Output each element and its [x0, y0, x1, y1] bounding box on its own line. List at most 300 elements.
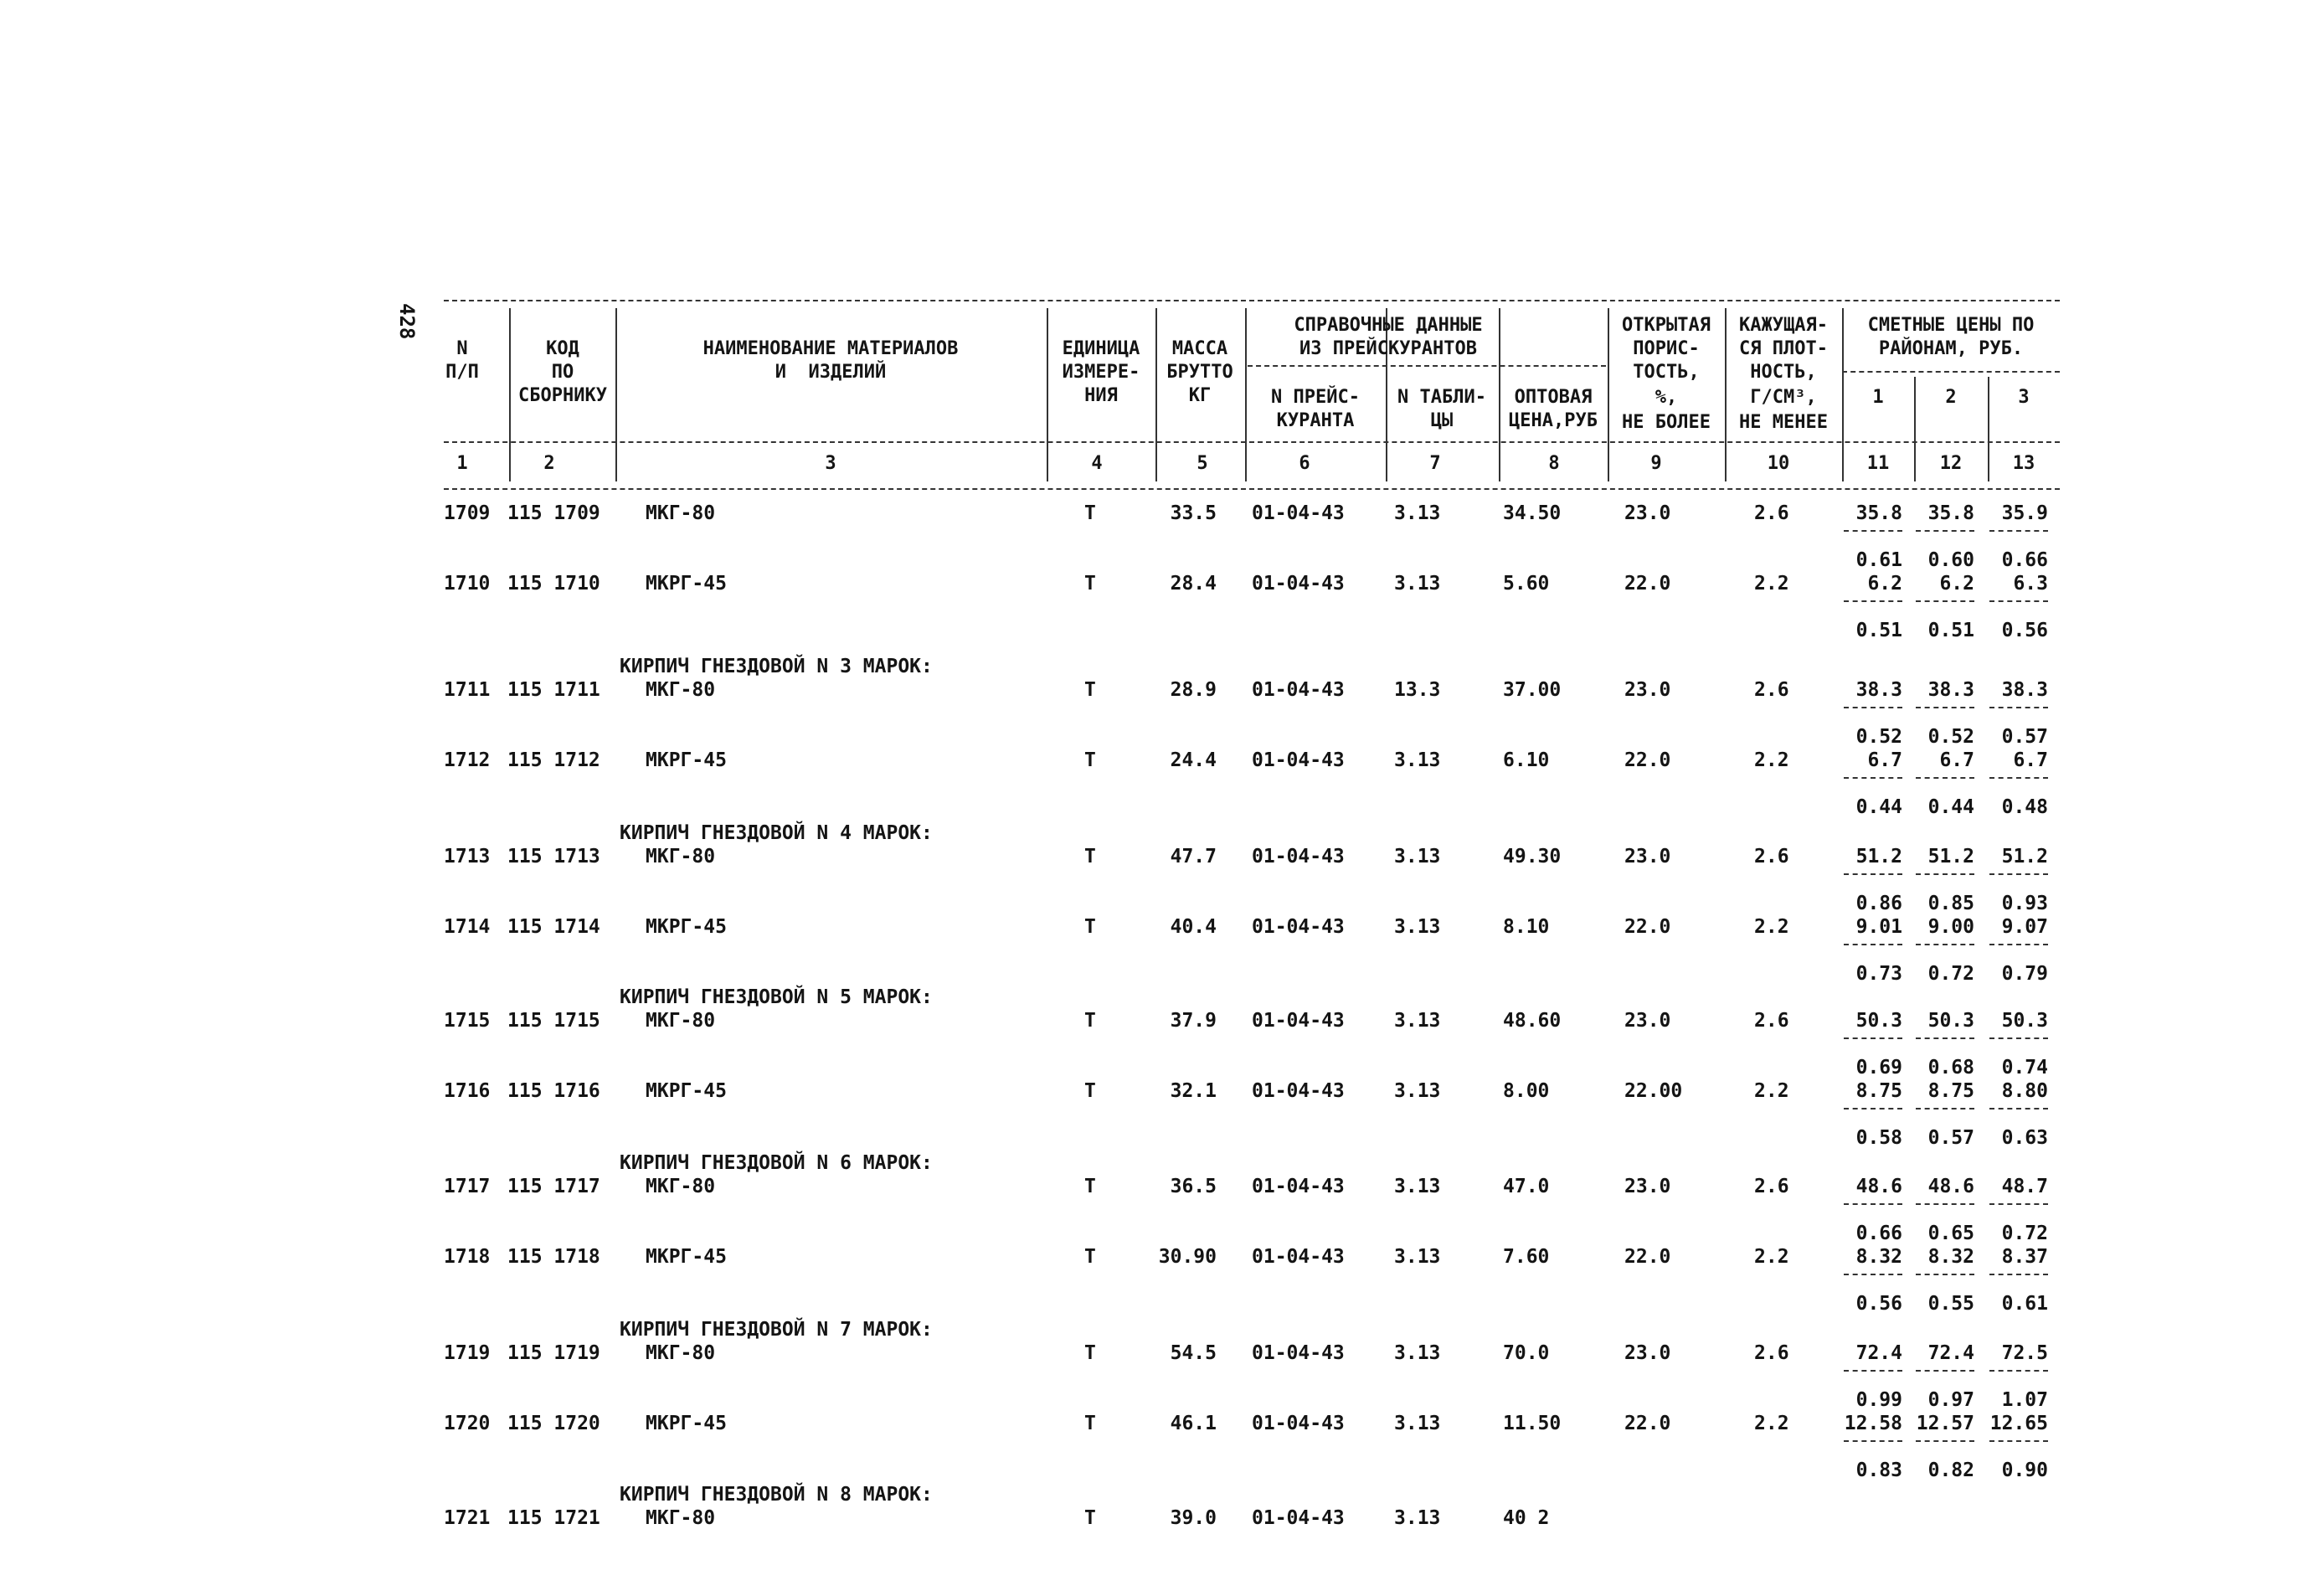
- header-density: НОСТЬ,: [1750, 362, 1817, 383]
- fraction-bar: [1916, 1108, 1974, 1109]
- apparent-density: 2.2: [1754, 1080, 1789, 1102]
- labor-cost-region-2: 0.97: [1927, 1389, 1974, 1411]
- open-porosity: 23.0: [1624, 502, 1671, 524]
- page-number: 428: [395, 303, 419, 340]
- wholesale-price: 5.60: [1503, 573, 1550, 595]
- labor-cost-region-3: 0.93: [2001, 893, 2048, 914]
- labor-cost-region-2: 0.55: [1927, 1293, 1974, 1315]
- row-code: 115 1714: [507, 916, 600, 938]
- table-number: 3.13: [1394, 1080, 1441, 1102]
- labor-cost-region-1: 0.86: [1855, 893, 1902, 914]
- header-pricelist: КУРАНТА: [1276, 410, 1355, 431]
- fraction-bar: [1916, 1274, 1974, 1275]
- fraction-bar: [1916, 777, 1974, 779]
- material-name: МКРГ-45: [646, 573, 727, 595]
- fraction-bar: [1844, 1274, 1902, 1275]
- estimate-price-region-3: 8.80: [2001, 1080, 2048, 1102]
- open-porosity: 23.0: [1624, 1010, 1671, 1032]
- group-ref-rule: [1248, 365, 1606, 367]
- material-name: МКГ-80: [646, 1010, 716, 1032]
- column-numbers-rule: [444, 488, 2060, 490]
- header-code: КОД: [546, 338, 579, 359]
- material-name: МКРГ-45: [646, 1413, 727, 1434]
- gross-mass: 36.5: [1170, 1176, 1217, 1197]
- column-number: 12: [1939, 453, 1963, 474]
- unit-of-measure: Т: [1084, 1010, 1096, 1032]
- fraction-bar: [1844, 1203, 1902, 1205]
- fraction-bar: [1916, 707, 1974, 708]
- labor-cost-region-1: 0.56: [1855, 1293, 1902, 1315]
- header-unit: НИЯ: [1084, 385, 1118, 406]
- header-prices-group: РАЙОНАМ, РУБ.: [1878, 338, 2024, 359]
- header-n: N: [456, 338, 468, 359]
- estimate-price-region-2: 51.2: [1927, 846, 1974, 868]
- fraction-bar: [1989, 944, 2048, 945]
- material-name: МКГ-80: [646, 1176, 716, 1197]
- row-number: 1716: [444, 1080, 491, 1102]
- fraction-bar: [1844, 873, 1902, 875]
- fraction-bar: [1916, 600, 1974, 602]
- group-heading: КИРПИЧ ГНЕЗДОВОЙ N 4 МАРОК:: [620, 822, 933, 844]
- fraction-bar: [1844, 530, 1902, 532]
- labor-cost-region-2: 0.52: [1927, 726, 1974, 748]
- group-heading: КИРПИЧ ГНЕЗДОВОЙ N 3 МАРОК:: [620, 656, 933, 677]
- pricelist-number: 01-04-43: [1252, 749, 1345, 771]
- header-mass: БРУТТО: [1166, 362, 1233, 383]
- header-region-3: 3: [2018, 387, 2030, 408]
- header-table: N ТАБЛИ-: [1397, 387, 1486, 408]
- row-code: 115 1721: [507, 1507, 600, 1529]
- header-porosity: ОТКРЫТАЯ: [1622, 315, 1711, 336]
- fraction-bar: [1844, 600, 1902, 602]
- labor-cost-region-3: 0.90: [2001, 1460, 2048, 1481]
- column-separator: [1988, 377, 1989, 481]
- unit-of-measure: Т: [1084, 1080, 1096, 1102]
- unit-of-measure: Т: [1084, 1342, 1096, 1364]
- apparent-density: 2.6: [1754, 1342, 1789, 1364]
- pricelist-number: 01-04-43: [1252, 573, 1345, 595]
- pricelist-number: 01-04-43: [1252, 1080, 1345, 1102]
- row-code: 115 1712: [507, 749, 600, 771]
- labor-cost-region-1: 0.83: [1855, 1460, 1902, 1481]
- fraction-bar: [1916, 944, 1974, 945]
- header-mass: КГ: [1188, 385, 1212, 406]
- estimate-price-region-2: 35.8: [1927, 502, 1974, 524]
- gross-mass: 54.5: [1170, 1342, 1217, 1364]
- row-number: 1710: [444, 573, 491, 595]
- unit-of-measure: Т: [1084, 573, 1096, 595]
- gross-mass: 28.9: [1170, 679, 1217, 701]
- group-prices-rule: [1842, 371, 2060, 373]
- row-code: 115 1719: [507, 1342, 600, 1364]
- labor-cost-region-1: 0.99: [1855, 1389, 1902, 1411]
- estimate-price-region-1: 48.6: [1855, 1176, 1902, 1197]
- estimate-price-region-3: 6.3: [2013, 573, 2048, 595]
- column-number: 3: [825, 453, 836, 474]
- labor-cost-region-3: 0.74: [2001, 1057, 2048, 1079]
- column-separator: [509, 308, 511, 481]
- estimate-price-region-1: 6.2: [1867, 573, 1902, 595]
- row-code: 115 1717: [507, 1176, 600, 1197]
- row-number: 1717: [444, 1176, 491, 1197]
- labor-cost-region-1: 0.69: [1855, 1057, 1902, 1079]
- group-heading: КИРПИЧ ГНЕЗДОВОЙ N 5 МАРОК:: [620, 986, 933, 1008]
- column-separator: [1914, 377, 1916, 481]
- pricelist-number: 01-04-43: [1252, 1246, 1345, 1268]
- pricelist-number: 01-04-43: [1252, 502, 1345, 524]
- header-unit: ЕДИНИЦА: [1062, 338, 1140, 359]
- estimate-price-region-1: 8.75: [1855, 1080, 1902, 1102]
- wholesale-price: 11.50: [1503, 1413, 1562, 1434]
- labor-cost-region-3: 0.48: [2001, 796, 2048, 818]
- fraction-bar: [1989, 707, 2048, 708]
- open-porosity: 23.0: [1624, 846, 1671, 868]
- labor-cost-region-1: 0.44: [1855, 796, 1902, 818]
- estimate-price-region-3: 48.7: [2001, 1176, 2048, 1197]
- column-number: 5: [1197, 453, 1208, 474]
- column-number: 8: [1548, 453, 1560, 474]
- header-reference-group: СПРАВОЧНЫЕ ДАННЫЕ: [1294, 315, 1483, 336]
- labor-cost-region-2: 0.85: [1927, 893, 1974, 914]
- labor-cost-region-2: 0.72: [1927, 963, 1974, 985]
- estimate-price-region-3: 8.37: [2001, 1246, 2048, 1268]
- table-top-rule: [444, 300, 2060, 301]
- row-code: 115 1711: [507, 679, 600, 701]
- material-name: МКГ-80: [646, 846, 716, 868]
- column-number: 13: [2012, 453, 2035, 474]
- labor-cost-region-2: 0.60: [1927, 549, 1974, 571]
- labor-cost-region-2: 0.57: [1927, 1127, 1974, 1149]
- header-region-2: 2: [1945, 387, 1957, 408]
- group-heading: КИРПИЧ ГНЕЗДОВОЙ N 6 МАРОК:: [620, 1152, 933, 1174]
- estimate-price-region-3: 9.07: [2001, 916, 2048, 938]
- estimate-price-region-2: 6.2: [1939, 573, 1974, 595]
- wholesale-price: 49.30: [1503, 846, 1562, 868]
- estimate-price-region-3: 12.65: [1989, 1413, 2048, 1434]
- estimate-price-region-1: 72.4: [1855, 1342, 1902, 1364]
- estimate-price-region-1: 6.7: [1867, 749, 1902, 771]
- material-name: МКГ-80: [646, 502, 716, 524]
- estimate-price-region-1: 35.8: [1855, 502, 1902, 524]
- group-heading: КИРПИЧ ГНЕЗДОВОЙ N 7 МАРОК:: [620, 1319, 933, 1341]
- labor-cost-region-3: 0.79: [2001, 963, 2048, 985]
- gross-mass: 33.5: [1170, 502, 1217, 524]
- row-code: 115 1713: [507, 846, 600, 868]
- unit-of-measure: Т: [1084, 916, 1096, 938]
- wholesale-price: 37.00: [1503, 679, 1562, 701]
- header-porosity: %,: [1655, 387, 1678, 408]
- header-density: СЯ ПЛОТ-: [1739, 338, 1828, 359]
- column-number: 9: [1650, 453, 1662, 474]
- fraction-bar: [1844, 1037, 1902, 1039]
- header-reference-group: ИЗ ПРЕЙСКУРАНТОВ: [1299, 338, 1477, 359]
- fraction-bar: [1844, 1440, 1902, 1442]
- row-number: 1711: [444, 679, 491, 701]
- labor-cost-region-3: 0.56: [2001, 620, 2048, 641]
- row-number: 1715: [444, 1010, 491, 1032]
- estimate-price-region-1: 9.01: [1855, 916, 1902, 938]
- labor-cost-region-1: 0.58: [1855, 1127, 1902, 1149]
- gross-mass: 37.9: [1170, 1010, 1217, 1032]
- labor-cost-region-1: 0.66: [1855, 1223, 1902, 1244]
- gross-mass: 46.1: [1170, 1413, 1217, 1434]
- open-porosity: 22.0: [1624, 1413, 1671, 1434]
- gross-mass: 32.1: [1170, 1080, 1217, 1102]
- wholesale-price: 48.60: [1503, 1010, 1562, 1032]
- open-porosity: 22.0: [1624, 916, 1671, 938]
- estimate-price-region-1: 38.3: [1855, 679, 1902, 701]
- material-name: МКГ-80: [646, 1507, 716, 1529]
- estimate-price-region-1: 50.3: [1855, 1010, 1902, 1032]
- gross-mass: 40.4: [1170, 916, 1217, 938]
- header-prices-group: СМЕТНЫЕ ЦЕНЫ ПО: [1867, 315, 2035, 336]
- header-wholesale: ЦЕНА,РУБ: [1509, 410, 1598, 431]
- header-name: НАИМЕНОВАНИЕ МАТЕРИАЛОВ: [702, 338, 959, 359]
- table-number: 3.13: [1394, 916, 1441, 938]
- apparent-density: 2.6: [1754, 846, 1789, 868]
- table-number: 3.13: [1394, 1010, 1441, 1032]
- row-number: 1714: [444, 916, 491, 938]
- fraction-bar: [1916, 873, 1974, 875]
- unit-of-measure: Т: [1084, 846, 1096, 868]
- fraction-bar: [1916, 530, 1974, 532]
- estimate-price-region-3: 38.3: [2001, 679, 2048, 701]
- fraction-bar: [1989, 1440, 2048, 1442]
- labor-cost-region-3: 0.72: [2001, 1223, 2048, 1244]
- row-number: 1713: [444, 846, 491, 868]
- open-porosity: 23.0: [1624, 679, 1671, 701]
- header-porosity: ПОРИС-: [1633, 338, 1700, 359]
- pricelist-number: 01-04-43: [1252, 679, 1345, 701]
- fraction-bar: [1989, 1274, 2048, 1275]
- header-density: КАЖУЩАЯ-: [1739, 315, 1828, 336]
- open-porosity: 23.0: [1624, 1176, 1671, 1197]
- labor-cost-region-3: 0.61: [2001, 1293, 2048, 1315]
- apparent-density: 2.2: [1754, 1246, 1789, 1268]
- pricelist-number: 01-04-43: [1252, 1176, 1345, 1197]
- estimate-price-region-3: 51.2: [2001, 846, 2048, 868]
- fraction-bar: [1916, 1203, 1974, 1205]
- column-number: 2: [543, 453, 555, 474]
- fraction-bar: [1844, 944, 1902, 945]
- unit-of-measure: Т: [1084, 749, 1096, 771]
- unit-of-measure: Т: [1084, 1246, 1096, 1268]
- unit-of-measure: Т: [1084, 1507, 1096, 1529]
- material-name: МКРГ-45: [646, 1246, 727, 1268]
- table-number: 13.3: [1394, 679, 1441, 701]
- estimate-price-region-2: 8.32: [1927, 1246, 1974, 1268]
- header-wholesale: ОПТОВАЯ: [1514, 387, 1593, 408]
- header-table: ЦЫ: [1430, 410, 1454, 431]
- apparent-density: 2.6: [1754, 502, 1789, 524]
- labor-cost-region-3: 0.63: [2001, 1127, 2048, 1149]
- fraction-bar: [1989, 1037, 2048, 1039]
- row-code: 115 1720: [507, 1413, 600, 1434]
- column-number: 6: [1299, 453, 1310, 474]
- open-porosity: 23.0: [1624, 1342, 1671, 1364]
- pricelist-number: 01-04-43: [1252, 1342, 1345, 1364]
- column-number: 11: [1866, 453, 1890, 474]
- table-number: 3.13: [1394, 573, 1441, 595]
- wholesale-price: 8.10: [1503, 916, 1550, 938]
- wholesale-price: 40 2: [1503, 1507, 1550, 1529]
- estimate-price-region-2: 38.3: [1927, 679, 1974, 701]
- estimate-price-region-3: 50.3: [2001, 1010, 2048, 1032]
- material-name: МКГ-80: [646, 1342, 716, 1364]
- header-mass: МАССА: [1171, 338, 1228, 359]
- fraction-bar: [1916, 1370, 1974, 1372]
- labor-cost-region-3: 0.57: [2001, 726, 2048, 748]
- row-number: 1718: [444, 1246, 491, 1268]
- row-code: 115 1710: [507, 573, 600, 595]
- header-code: СБОРНИКУ: [518, 385, 607, 406]
- wholesale-price: 7.60: [1503, 1246, 1550, 1268]
- apparent-density: 2.2: [1754, 749, 1789, 771]
- row-number: 1709: [444, 502, 491, 524]
- estimate-price-region-1: 12.58: [1844, 1413, 1902, 1434]
- labor-cost-region-2: 0.82: [1927, 1460, 1974, 1481]
- pricelist-number: 01-04-43: [1252, 846, 1345, 868]
- apparent-density: 2.2: [1754, 916, 1789, 938]
- unit-of-measure: Т: [1084, 502, 1096, 524]
- unit-of-measure: Т: [1084, 1176, 1096, 1197]
- estimate-price-region-1: 8.32: [1855, 1246, 1902, 1268]
- estimate-price-region-2: 12.57: [1916, 1413, 1974, 1434]
- apparent-density: 2.6: [1754, 679, 1789, 701]
- table-number: 3.13: [1394, 1176, 1441, 1197]
- row-number: 1721: [444, 1507, 491, 1529]
- unit-of-measure: Т: [1084, 1413, 1096, 1434]
- open-porosity: 22.0: [1624, 749, 1671, 771]
- header-code: ПО: [551, 362, 574, 383]
- row-number: 1719: [444, 1342, 491, 1364]
- column-number: 1: [456, 453, 468, 474]
- fraction-bar: [1989, 1203, 2048, 1205]
- unit-of-measure: Т: [1084, 679, 1096, 701]
- fraction-bar: [1844, 707, 1902, 708]
- table-number: 3.13: [1394, 1246, 1441, 1268]
- apparent-density: 2.6: [1754, 1010, 1789, 1032]
- labor-cost-region-1: 0.73: [1855, 963, 1902, 985]
- fraction-bar: [1916, 1440, 1974, 1442]
- labor-cost-region-3: 0.66: [2001, 549, 2048, 571]
- column-number: 7: [1429, 453, 1441, 474]
- labor-cost-region-2: 0.51: [1927, 620, 1974, 641]
- estimate-price-region-2: 50.3: [1927, 1010, 1974, 1032]
- fraction-bar: [1844, 777, 1902, 779]
- apparent-density: 2.6: [1754, 1176, 1789, 1197]
- table-number: 3.13: [1394, 1342, 1441, 1364]
- material-name: МКРГ-45: [646, 916, 727, 938]
- labor-cost-region-3: 1.07: [2001, 1389, 2048, 1411]
- row-code: 115 1709: [507, 502, 600, 524]
- gross-mass: 24.4: [1170, 749, 1217, 771]
- wholesale-price: 70.0: [1503, 1342, 1550, 1364]
- column-number: 4: [1091, 453, 1103, 474]
- wholesale-price: 8.00: [1503, 1080, 1550, 1102]
- material-name: МКРГ-45: [646, 1080, 727, 1102]
- fraction-bar: [1989, 1370, 2048, 1372]
- header-name: И ИЗДЕЛИЙ: [775, 362, 887, 383]
- fraction-bar: [1989, 530, 2048, 532]
- group-heading: КИРПИЧ ГНЕЗДОВОЙ N 8 МАРОК:: [620, 1484, 933, 1506]
- estimate-price-region-2: 48.6: [1927, 1176, 1974, 1197]
- open-porosity: 22.0: [1624, 1246, 1671, 1268]
- gross-mass: 47.7: [1170, 846, 1217, 868]
- estimate-price-region-3: 72.5: [2001, 1342, 2048, 1364]
- estimate-price-region-2: 9.00: [1927, 916, 1974, 938]
- fraction-bar: [1989, 873, 2048, 875]
- estimate-price-region-3: 35.9: [2001, 502, 2048, 524]
- table-number: 3.13: [1394, 1507, 1441, 1529]
- table-number: 3.13: [1394, 1413, 1441, 1434]
- table-number: 3.13: [1394, 846, 1441, 868]
- header-porosity: ТОСТЬ,: [1633, 362, 1700, 383]
- gross-mass: 39.0: [1170, 1507, 1217, 1529]
- wholesale-price: 34.50: [1503, 502, 1562, 524]
- open-porosity: 22.00: [1624, 1080, 1683, 1102]
- wholesale-price: 47.0: [1503, 1176, 1550, 1197]
- fraction-bar: [1989, 777, 2048, 779]
- gross-mass: 30.90: [1158, 1246, 1217, 1268]
- estimate-price-region-2: 8.75: [1927, 1080, 1974, 1102]
- material-name: МКГ-80: [646, 679, 716, 701]
- fraction-bar: [1989, 1108, 2048, 1109]
- apparent-density: 2.2: [1754, 1413, 1789, 1434]
- gross-mass: 28.4: [1170, 573, 1217, 595]
- estimate-price-region-3: 6.7: [2013, 749, 2048, 771]
- header-n-pp: П/П: [445, 362, 479, 383]
- header-region-1: 1: [1872, 387, 1884, 408]
- labor-cost-region-1: 0.52: [1855, 726, 1902, 748]
- open-porosity: 22.0: [1624, 573, 1671, 595]
- estimate-price-region-2: 72.4: [1927, 1342, 1974, 1364]
- pricelist-number: 01-04-43: [1252, 1507, 1345, 1529]
- estimate-price-region-2: 6.7: [1939, 749, 1974, 771]
- row-number: 1712: [444, 749, 491, 771]
- pricelist-number: 01-04-43: [1252, 1010, 1345, 1032]
- table-number: 3.13: [1394, 502, 1441, 524]
- row-code: 115 1718: [507, 1246, 600, 1268]
- header-density: НЕ МЕНЕЕ: [1739, 412, 1828, 433]
- table-number: 3.13: [1394, 749, 1441, 771]
- wholesale-price: 6.10: [1503, 749, 1550, 771]
- fraction-bar: [1844, 1108, 1902, 1109]
- material-name: МКРГ-45: [646, 749, 727, 771]
- labor-cost-region-2: 0.68: [1927, 1057, 1974, 1079]
- header-pricelist: N ПРЕЙС-: [1271, 387, 1360, 408]
- row-code: 115 1716: [507, 1080, 600, 1102]
- labor-cost-region-2: 0.65: [1927, 1223, 1974, 1244]
- header-bottom-rule: [444, 441, 2060, 443]
- apparent-density: 2.2: [1754, 573, 1789, 595]
- labor-cost-region-1: 0.61: [1855, 549, 1902, 571]
- row-code: 115 1715: [507, 1010, 600, 1032]
- pricelist-number: 01-04-43: [1252, 916, 1345, 938]
- row-number: 1720: [444, 1413, 491, 1434]
- labor-cost-region-1: 0.51: [1855, 620, 1902, 641]
- header-porosity: НЕ БОЛЕЕ: [1622, 412, 1711, 433]
- header-unit: ИЗМЕРЕ-: [1062, 362, 1140, 383]
- pricelist-number: 01-04-43: [1252, 1413, 1345, 1434]
- column-separator: [615, 308, 617, 481]
- fraction-bar: [1916, 1037, 1974, 1039]
- column-number: 10: [1767, 453, 1790, 474]
- labor-cost-region-2: 0.44: [1927, 796, 1974, 818]
- fraction-bar: [1989, 600, 2048, 602]
- fraction-bar: [1844, 1370, 1902, 1372]
- header-density: Г/СМ³,: [1750, 387, 1817, 408]
